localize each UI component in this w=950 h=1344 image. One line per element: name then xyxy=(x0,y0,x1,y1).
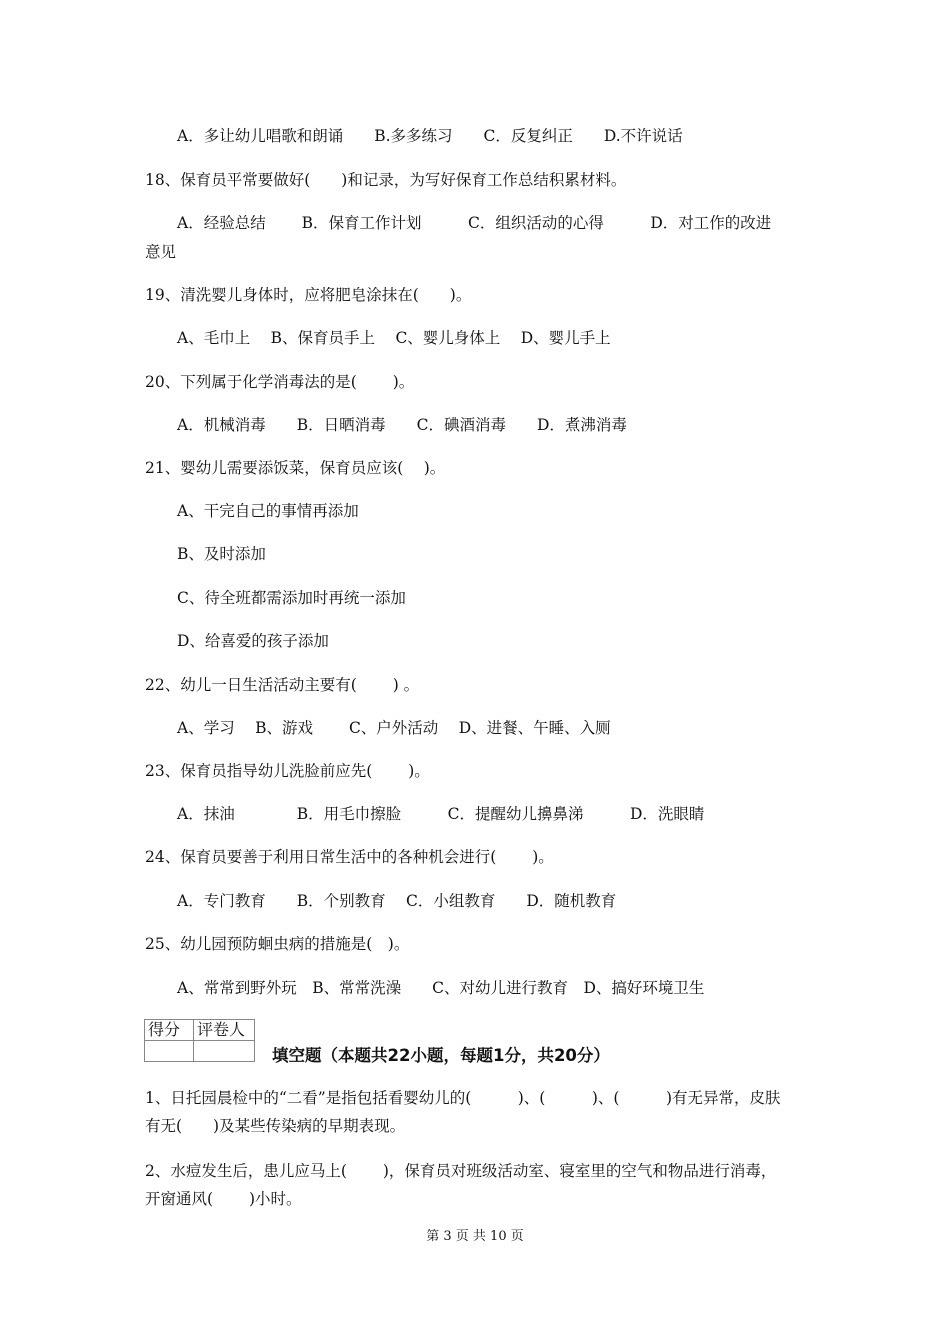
q24-question: 24、保育员要善于利用日常生活中的各种机会进行( )。 xyxy=(145,848,554,866)
q21-option-b: B、及时添加 xyxy=(177,545,266,563)
q24-options: A．专门教育 B．个别教育 C．小组教育 D．随机教育 xyxy=(177,892,617,910)
q22-options: A、学习 B、游戏 C、户外活动 D、进餐、午睡、入厕 xyxy=(177,719,611,737)
grader-cell xyxy=(194,1041,255,1062)
fill-q1-line1: 1、日托园晨检中的“二看”是指包括看婴幼儿的( )、( )、( )有无异常，皮肤 xyxy=(145,1089,781,1107)
q21-option-d: D、给喜爱的孩子添加 xyxy=(177,632,329,650)
score-box xyxy=(144,1019,255,1062)
fill-q1-line2: 有无( )及某些传染病的早期表现。 xyxy=(145,1117,406,1135)
q17-options: A．多让幼儿唱歌和朗诵 B.多多练习 C．反复纠正 D.不许说话 xyxy=(177,127,683,145)
q20-options: A．机械消毒 B．日晒消毒 C．碘酒消毒 D．煮沸消毒 xyxy=(177,416,627,434)
q20-question: 20、下列属于化学消毒法的是( )。 xyxy=(145,373,415,391)
q25-question: 25、幼儿园预防蛔虫病的措施是( )。 xyxy=(145,935,410,953)
q21-question: 21、婴幼儿需要添饭菜，保育员应该( )。 xyxy=(145,459,446,477)
score-cell xyxy=(145,1041,194,1062)
fill-q2-line1: 2、水痘发生后，患儿应马上( )，保育员对班级活动室、寝室里的空气和物品进行消毒， xyxy=(145,1162,777,1180)
q18-question: 18、保育员平常要做好( )和记录，为写好保育工作总结积累材料。 xyxy=(145,171,627,189)
grader-label: 评卷人 xyxy=(194,1020,255,1041)
q23-options: A．抹油 B．用毛巾擦脸 C．提醒幼儿擤鼻涕 D．洗眼睛 xyxy=(177,805,705,823)
q25-options: A、常常到野外玩 B、常常洗澡 C、对幼儿进行教育 D、搞好环境卫生 xyxy=(177,979,705,997)
q22-question: 22、幼儿一日生活活动主要有( ) 。 xyxy=(145,676,420,694)
score-label: 得分 xyxy=(145,1020,194,1041)
page-footer: 第 3 页 共 10 页 xyxy=(426,1229,524,1244)
q19-question: 19、清洗婴儿身体时，应将肥皂涂抹在( )。 xyxy=(145,286,472,304)
q21-option-a: A、干完自己的事情再添加 xyxy=(177,502,359,520)
q18-options: A．经验总结 B．保育工作计划 C．组织活动的心得 D．对工作的改进 xyxy=(177,214,772,232)
q21-option-c: C、待全班都需添加时再统一添加 xyxy=(177,589,406,607)
q18-options-cont: 意见 xyxy=(145,243,177,261)
fill-q2-line2: 开窗通风( )小时。 xyxy=(145,1190,302,1208)
q23-question: 23、保育员指导幼儿洗脸前应先( )。 xyxy=(145,762,430,780)
section-title: 填空题（本题共22小题，每题1分，共20分） xyxy=(272,1046,610,1065)
q19-options: A、毛巾上 B、保育员手上 C、婴儿身体上 D、婴儿手上 xyxy=(177,329,611,347)
